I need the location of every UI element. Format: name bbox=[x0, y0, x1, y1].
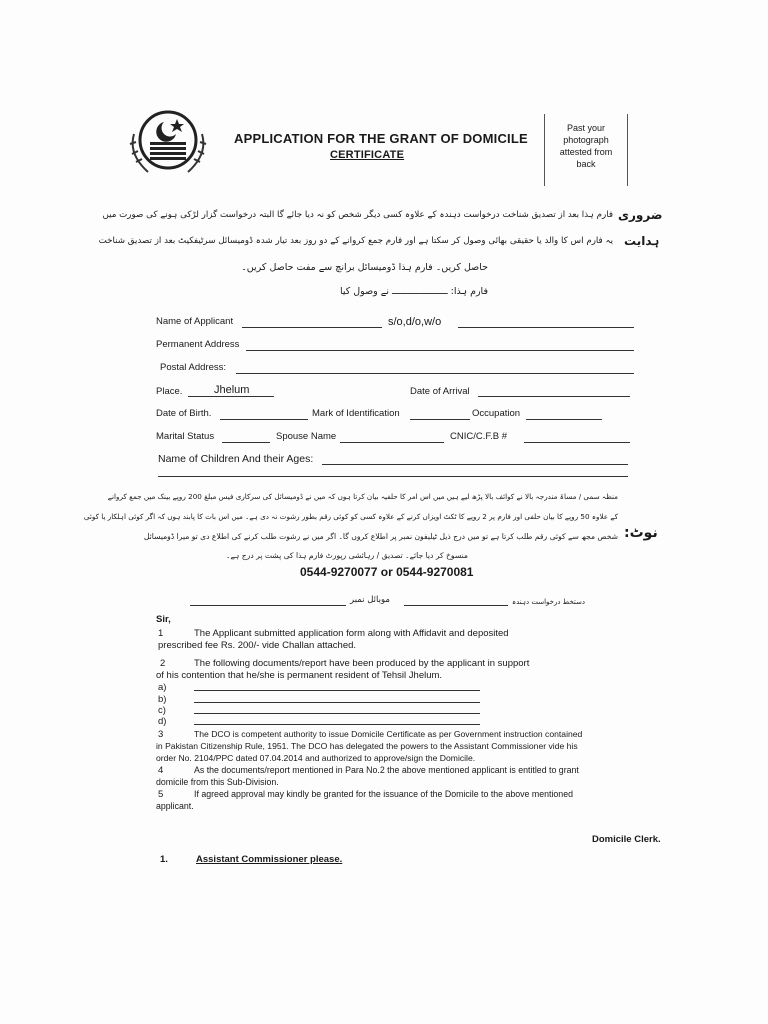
place-value: Jhelum bbox=[214, 384, 250, 396]
applicant-signature-label: دستخط درخواست دہندہ bbox=[512, 598, 585, 606]
doc-item-field[interactable] bbox=[194, 690, 480, 691]
salutation: Sir, bbox=[156, 614, 171, 625]
note-label: نوٹ: bbox=[624, 525, 658, 541]
note-line: شخص مجھ سے کوئی رقم طلب کرتا ہے تو میں درج ذیل ٹیلیفون نمبر پر اطلاع کروں گا۔ اگر میں نے رشوت طلب کرنے کی اطلاع دی تو میرا ڈومیسائل bbox=[143, 532, 618, 541]
para-number: 3 bbox=[158, 729, 164, 740]
form-title: APPLICATION FOR THE GRANT OF DOMICILE bbox=[234, 131, 528, 146]
marital-field[interactable] bbox=[222, 442, 270, 443]
instruction-line: یہ فارم اس کا والد یا حقیقی بھائی وصول کر سکتا ہے اور فارم جمع کروانے کے دو روز بعد تیار شدہ ڈومیسائل سرٹیفکیٹ بعد از تصدیق شناخت bbox=[98, 236, 613, 246]
permanent-address-label: Permanent Address bbox=[156, 339, 240, 350]
para-number: 4 bbox=[158, 765, 164, 776]
place-field[interactable] bbox=[188, 396, 274, 397]
note-line: کے علاوہ 50 روپے کا بیان حلفی اور فارم پر 2 روپے کا ٹکٹ اویزاں کرنے کے علاوہ کسی کو کوئی رقم بطور رشوت نہ دی ہے۔ میں اس بات کا پابند ہوں کہ اگر کوئی اہلکار یا کوئی bbox=[83, 512, 618, 521]
children-field-extra[interactable] bbox=[158, 476, 628, 477]
children-label: Name of Children And their Ages: bbox=[158, 453, 314, 465]
para-number: 5 bbox=[158, 789, 164, 800]
identification-label: Mark of Identification bbox=[312, 408, 400, 419]
para-text: The following documents/report have been produced by the applicant in support bbox=[194, 658, 530, 669]
instruction-line: حاصل کریں۔ فارم ہذا ڈومیسائل برانچ سے مفت حاصل کریں۔ bbox=[241, 262, 488, 273]
para-text: domicile from this Sub-Division. bbox=[156, 777, 279, 787]
cnic-label: CNIC/C.F.B # bbox=[450, 431, 508, 442]
mobile-label: موبائل نمبر bbox=[350, 595, 390, 605]
para-number: 2 bbox=[160, 658, 166, 669]
marital-label: Marital Status bbox=[156, 431, 215, 442]
para-text: The Applicant submitted application form along with Affidavit and deposited bbox=[194, 628, 509, 639]
para-text: As the documents/report mentioned in Para No.2 the above mentioned applicant is entitled to grant bbox=[194, 765, 579, 775]
place-label: Place. bbox=[156, 386, 183, 397]
relation-label: s/o,d/o,w/o bbox=[388, 316, 442, 328]
occupation-label: Occupation bbox=[472, 408, 521, 419]
doc-item-label: b) bbox=[158, 694, 167, 705]
photo-box-line: Past your bbox=[566, 123, 606, 133]
birth-field[interactable] bbox=[220, 419, 308, 420]
form-subtitle: CERTIFICATE bbox=[330, 149, 405, 161]
para-text: prescribed fee Rs. 200/- vide Challan attached. bbox=[158, 640, 357, 651]
doc-item-field[interactable] bbox=[194, 702, 480, 703]
note-line: منسوخ کر دیا جائے۔ تصدیق / رہائشی رپورٹ فارم ہذا کی پشت پر درج ہے۔ bbox=[226, 551, 468, 560]
doc-item-field[interactable] bbox=[194, 724, 480, 725]
para-text: order No. 2104/PPC dated 07.04.2014 and authorized to approve/sign the Domicile. bbox=[156, 753, 476, 763]
name-label: Name of Applicant bbox=[156, 316, 234, 327]
occupation-field[interactable] bbox=[526, 419, 602, 420]
mobile-field[interactable] bbox=[190, 605, 346, 606]
doc-item-label: c) bbox=[158, 705, 166, 716]
name-field[interactable] bbox=[242, 327, 382, 328]
para-text: The DCO is competent authority to issue Domicile Certificate as per Government instruction contained bbox=[194, 729, 583, 739]
postal-address-label: Postal Address: bbox=[160, 362, 227, 373]
children-field[interactable] bbox=[322, 464, 628, 465]
instruction-line: فارم ہذا: ــــــــــــــــــــ نے وصول کیا bbox=[339, 286, 488, 297]
cnic-field[interactable] bbox=[524, 442, 630, 443]
permanent-address-field[interactable] bbox=[246, 350, 634, 351]
domicile-clerk-label: Domicile Clerk. bbox=[592, 834, 661, 845]
doc-item-field[interactable] bbox=[194, 713, 480, 714]
spouse-field[interactable] bbox=[340, 442, 444, 443]
ac-number: 1. bbox=[160, 854, 168, 865]
birth-label: Date of Birth. bbox=[156, 408, 212, 419]
relation-field[interactable] bbox=[458, 327, 634, 328]
photo-box bbox=[544, 114, 628, 186]
punjab-government-logo bbox=[124, 104, 212, 180]
para-number: 1 bbox=[158, 628, 164, 639]
instruction-line: فارم ہذا بعد از تصدیق شناخت درخواست دہندہ کے علاوہ کسی دیگر شخص کو نہ دیا جائے گا البتہ درخواست گزار لڑکی ہونے کی صورت میں bbox=[102, 210, 613, 220]
spouse-label: Spouse Name bbox=[276, 431, 337, 442]
para-text: If agreed approval may kindly be granted for the issuance of the Domicile to the above mentioned bbox=[194, 789, 573, 799]
photo-box-line: photograph bbox=[563, 135, 609, 145]
photo-box-line: attested from bbox=[559, 147, 613, 157]
arrival-label: Date of Arrival bbox=[410, 386, 470, 397]
identification-field[interactable] bbox=[410, 419, 470, 420]
para-text: in Pakistan Citizenship Rule, 1951. The DCO has delegated the powers to the Assistant Commissioner vide his bbox=[156, 741, 578, 751]
instruction-label: ہدایت bbox=[624, 234, 660, 248]
doc-item-label: d) bbox=[158, 716, 167, 727]
instruction-label: ضروری bbox=[618, 208, 663, 222]
doc-item-label: a) bbox=[158, 682, 167, 693]
arrival-field[interactable] bbox=[478, 396, 630, 397]
assistant-commissioner-label: Assistant Commissioner please. bbox=[196, 854, 343, 865]
para-text: applicant. bbox=[156, 801, 194, 811]
helpline-numbers: 0544-9270077 or 0544-9270081 bbox=[300, 565, 474, 579]
photo-box-line: back bbox=[576, 159, 596, 169]
note-line: منظہ سمی / مساۃ مندرجہ بالا نے کوائف بالا پڑھ لیے ہیں میں اس امر کا حلفیہ بیان کرتا ہوں کہ میں نے ڈومیسائل کی سرکاری فیس مبلغ 200 روپے بینک میں جمع کروانے bbox=[107, 492, 618, 501]
para-text: of his contention that he/she is permanent resident of Tehsil Jhelum. bbox=[156, 670, 443, 681]
postal-address-field[interactable] bbox=[236, 373, 634, 374]
signature-field[interactable] bbox=[404, 605, 508, 606]
